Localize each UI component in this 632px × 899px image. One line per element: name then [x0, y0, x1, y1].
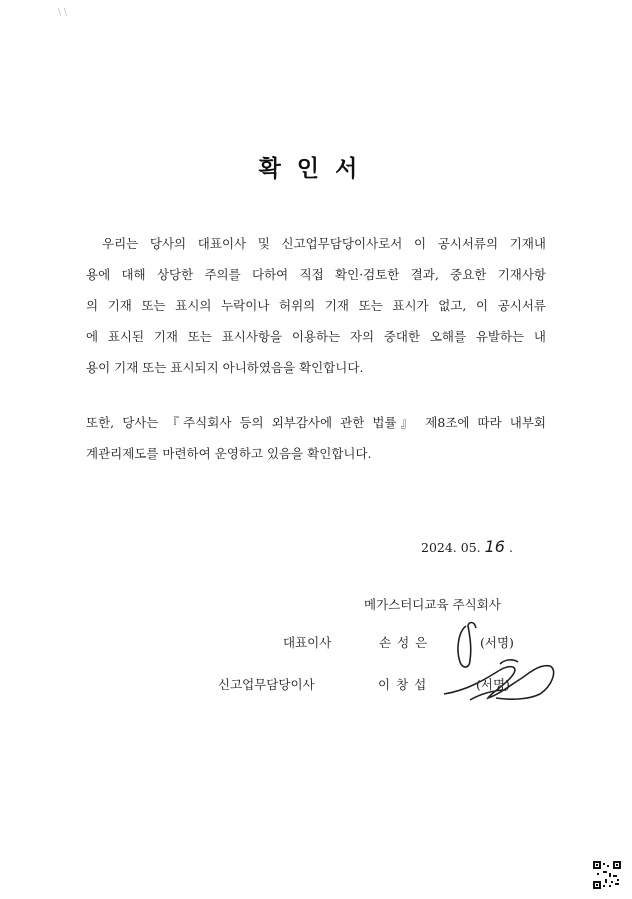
qr-code-icon: [593, 861, 621, 889]
paragraph-line: 계관리제도를 마련하여 운영하고 있음을 확인합니다.: [86, 446, 372, 461]
paragraph-line: 에 표시된 기재 또는 표시사항을 이용하는 자의 중대한 오해를 유발하는 내: [86, 329, 546, 344]
paragraph-line: 용이 기재 또는 표시되지 아니하였음을 확인합니다.: [86, 360, 364, 375]
company-name: 메가스터디교육 주식회사: [364, 597, 501, 612]
paragraph-line: 우리는 당사의 대표이사 및 신고업무담당이사로서 이 공시서류의 기재내: [102, 236, 546, 251]
signatory-name: 이창섭: [378, 677, 433, 692]
ceo-signature-icon: [458, 623, 476, 668]
date-handwritten-day: 16: [484, 537, 505, 556]
date-suffix: .: [508, 540, 513, 555]
signatory-name: 손성은: [379, 635, 434, 650]
internal-control-paragraph: [86, 407, 546, 469]
paragraph-line: 용에 대해 상당한 주의를 다하여 직접 확인·검토한 결과, 중요한 기재사항: [86, 267, 546, 282]
paragraph-line: 또한, 당사는 『주식회사 등의 외부감사에 관한 법률』 제8조에 따라 내부회: [86, 415, 546, 430]
paragraph-line: 의 기재 또는 표시의 누락이나 허위의 기재 또는 표시가 없고, 이 공시서류: [86, 298, 546, 313]
scan-artifact: \ \: [58, 8, 67, 18]
signatory-role: 대표이사: [283, 635, 332, 650]
signature-placeholder: (서명): [480, 635, 514, 650]
date-printed: 2024. 05.: [421, 540, 481, 555]
signature-placeholder: (서명): [476, 677, 510, 692]
document-date: [421, 537, 513, 556]
document-title: 확인서: [258, 155, 374, 182]
confirmation-paragraph: [86, 228, 546, 383]
signatory-role: 신고업무담당이사: [218, 677, 315, 692]
